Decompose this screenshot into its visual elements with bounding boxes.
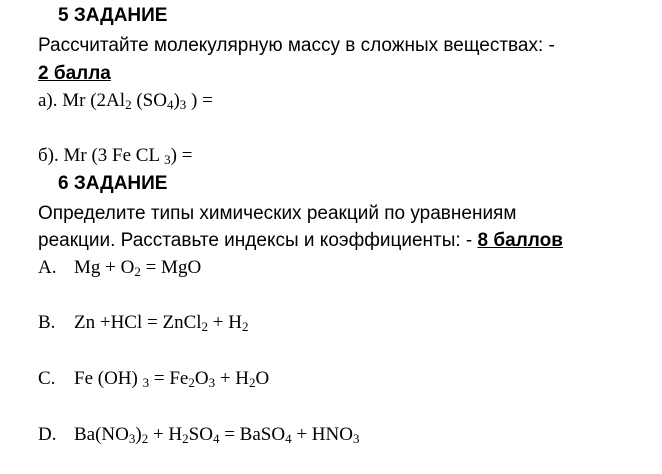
task6-instruction-line2: [38, 230, 563, 252]
reaction-label: A.: [38, 257, 57, 278]
formula-subscript: 4: [166, 97, 174, 112]
reaction-a: [38, 257, 201, 279]
formula-subscript: 2: [182, 431, 189, 446]
formula-text: = MgO: [140, 257, 202, 278]
reaction-label: C.: [38, 368, 56, 389]
formula-text: + HNO: [291, 424, 353, 445]
formula-text: = BaSO: [219, 424, 286, 445]
task6-instruction-line1: Определите типы химических реакций по уравнениям: [38, 203, 517, 224]
formula-text: ) =: [170, 145, 193, 166]
formula-text: = Fe: [149, 368, 189, 389]
reaction-c: [38, 368, 269, 390]
task5-formula-a: [38, 90, 213, 112]
task6-heading: 6 ЗАДАНИЕ: [58, 173, 168, 194]
reaction-d: [38, 424, 359, 446]
task5-heading: 5 ЗАДАНИЕ: [58, 5, 168, 26]
formula-text: ): [173, 90, 180, 111]
task5-points: 2 балла: [38, 63, 111, 84]
task5-instruction: Рассчитайте молекулярную массу в сложных веществах: -: [38, 35, 555, 56]
formula-text: б). Mr (3 Fe CL: [38, 145, 165, 166]
formula-text: O: [255, 368, 270, 389]
formula-text: O: [194, 368, 209, 389]
formula-subscript: 2: [141, 431, 149, 446]
task5-formula-b: [38, 145, 192, 167]
formula-text: + H: [148, 424, 183, 445]
reaction-b: [38, 312, 248, 334]
formula-subscript: 2: [241, 319, 249, 334]
formula-subscript: 2: [249, 375, 256, 390]
formula-subscript: 4: [212, 431, 220, 446]
formula-subscript: 3: [164, 152, 171, 167]
formula-text: ) =: [186, 90, 213, 111]
task6-points: 8 баллов: [477, 230, 563, 251]
formula-subscript: 2: [188, 375, 195, 390]
formula-text: Ba(NO: [74, 424, 129, 445]
formula-text: (SO: [131, 90, 167, 111]
formula-subscript: 4: [285, 431, 292, 446]
formula-subscript: 3: [352, 431, 360, 446]
formula-text: ): [135, 424, 142, 445]
formula-text: + H: [208, 312, 242, 333]
formula-subscript: 3: [208, 375, 216, 390]
formula-subscript: 3: [128, 431, 136, 446]
formula-text: SO: [188, 424, 213, 445]
formula-subscript: 2: [134, 264, 141, 279]
formula-subscript: 3: [179, 97, 187, 112]
reaction-label: B.: [38, 312, 56, 333]
instruction-text: реакции. Расставьте индексы и коэффициенты: -: [38, 230, 473, 251]
formula-text: Mg + O: [74, 257, 135, 278]
formula-text: Fe (OH): [74, 368, 143, 389]
reaction-label: D.: [38, 424, 57, 445]
formula-subscript: 2: [201, 319, 209, 334]
formula-subscript: 2: [125, 97, 132, 112]
formula-text: + H: [215, 368, 249, 389]
formula-text: Zn +HCl = ZnCl: [74, 312, 202, 333]
formula-text: а). Mr (2Al: [38, 90, 126, 111]
formula-subscript: 3: [142, 375, 150, 390]
